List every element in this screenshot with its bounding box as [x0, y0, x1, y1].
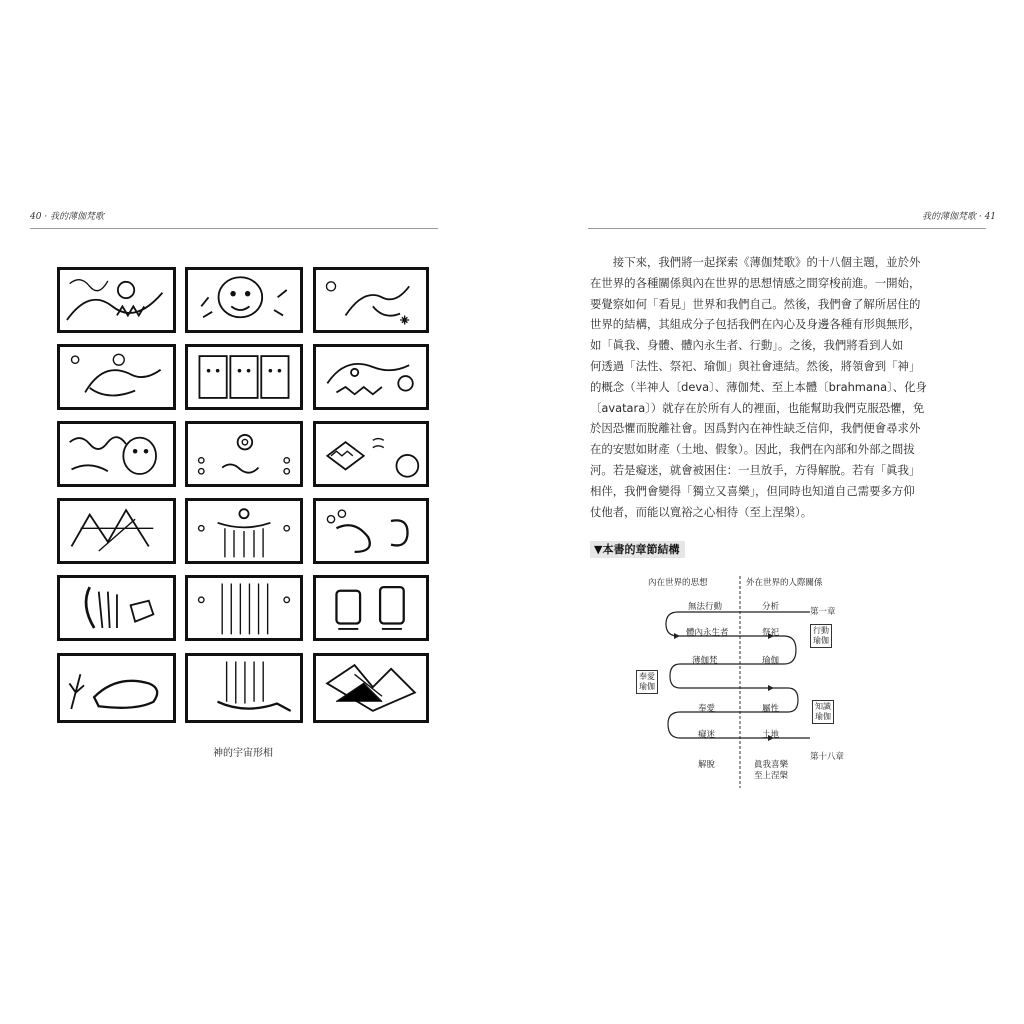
diagram-inner-item: 無法行動 [688, 602, 723, 612]
box-line: 瑜伽 [813, 636, 829, 645]
paragraph-line: 在的安慰如財產（土地、假象）。因此，我們在內部和外部之間拔 [590, 442, 915, 457]
illustration-panel [57, 498, 176, 564]
box-line: 知識 [815, 702, 831, 711]
illustration-panel [313, 575, 429, 641]
diagram-inner-item: 癡迷 [698, 730, 716, 740]
box-line: 行動 [813, 626, 829, 635]
chapter-last-label: 第十八章 [810, 752, 845, 762]
illustration-panel [57, 421, 176, 487]
illustration-panel [185, 267, 303, 333]
illustration-panel [57, 575, 176, 641]
paragraph-line: 的概念（半神人〔deva〕、薄伽梵、至上本體〔brahmana〕、化身 [590, 379, 927, 394]
illustration-panel [185, 575, 303, 641]
chapter-first-label: 第一章 [810, 607, 836, 617]
diagram-outer-item: 至上涅槃 [754, 771, 789, 781]
illustration-panel [57, 344, 176, 410]
left-page-header: 40 · 我的薄伽梵歌 [30, 212, 105, 222]
diagram-outer-item: 瑜伽 [762, 656, 780, 666]
section-label: ▼本書的章節結構 [590, 541, 685, 558]
cosmic-form-illustration [57, 267, 429, 723]
diagram-outer-item: 眞我喜樂 [754, 760, 789, 770]
illustration-panel [185, 498, 303, 564]
illustration-panel [313, 653, 429, 723]
illustration-panel [57, 267, 176, 333]
left-header-rule [30, 228, 438, 229]
diagram-outer-item: 土地 [762, 730, 780, 740]
action-yoga-box [810, 624, 832, 648]
paragraph-line: 何透過「法性、祭祀、瑜伽」與社會連結。然後，將領會到「神」 [590, 358, 921, 373]
paragraph-line: 河。若是癡迷，就會被困住：一旦放手，方得解脫。若有「眞我」 [590, 462, 921, 477]
diagram-inner-item: 奉愛 [698, 704, 716, 714]
paragraph-line: 如「眞我、身體、體內永生者、行動」。之後，我們將看到人如 [590, 338, 904, 353]
diagram-inner-item: 解脫 [698, 760, 716, 770]
diagram-outer-item: 屬性 [762, 704, 780, 714]
illustration-panel [313, 344, 429, 410]
right-page-header: 我的薄伽梵歌 · 41 [922, 212, 997, 222]
paragraph-line: 相伴，我們會變得「獨立又喜樂」，但同時也知道自己需要多方仰 [590, 483, 915, 498]
diagram-outer-item: 祭祀 [762, 628, 780, 638]
paragraph-line: 世界的結構，其組成分子包括我們在內心及身邊各種有形與無形， [590, 317, 921, 332]
paragraph-line: 〔avatara〕）就存在於所有人的裡面，也能幫助我們克服恐懼，免 [590, 400, 925, 415]
inner-world-header: 內在世界的思想 [648, 578, 708, 588]
paragraph-line: 仗他者，而能以寬裕之心相待（至上涅槃）。 [590, 504, 813, 519]
illustration-panel [313, 267, 429, 333]
chapter-structure-diagram [634, 572, 854, 790]
paragraph-line: 要覺察如何「看見」世界和我們自己。然後，我們會了解所居住的 [590, 296, 921, 311]
chapter-intro-paragraph [590, 252, 986, 522]
diagram-inner-item: 體內永生者 [686, 628, 729, 638]
illustration-caption: 神的宇宙形相 [213, 748, 273, 759]
box-line: 奉愛 [639, 672, 655, 681]
devotion-yoga-box [636, 670, 658, 694]
paragraph-line: 於因恐懼而脫離社會。因爲對內在神性缺乏信仰，我們便會尋求外 [590, 421, 921, 436]
diagram-outer-item: 分析 [762, 602, 780, 612]
diagram-inner-item: 薄伽梵 [692, 656, 718, 666]
box-line: 瑜伽 [639, 682, 655, 691]
box-line: 瑜伽 [815, 712, 831, 721]
illustration-panel [313, 421, 429, 487]
illustration-panel [57, 653, 176, 723]
right-header-rule [588, 228, 986, 229]
illustration-panel [313, 498, 429, 564]
paragraph-line: 接下來，我們將一起探索《薄伽梵歌》的十八個主題，並於外 [612, 255, 921, 269]
outer-world-header: 外在世界的人際關係 [746, 578, 823, 588]
knowledge-yoga-box [812, 700, 834, 724]
illustration-panel [185, 653, 303, 723]
illustration-panel [185, 421, 303, 487]
illustration-panel [185, 344, 303, 410]
paragraph-line: 在世界的各種關係與內在世界的思想情感之間穿梭前進。一開始， [590, 275, 921, 290]
